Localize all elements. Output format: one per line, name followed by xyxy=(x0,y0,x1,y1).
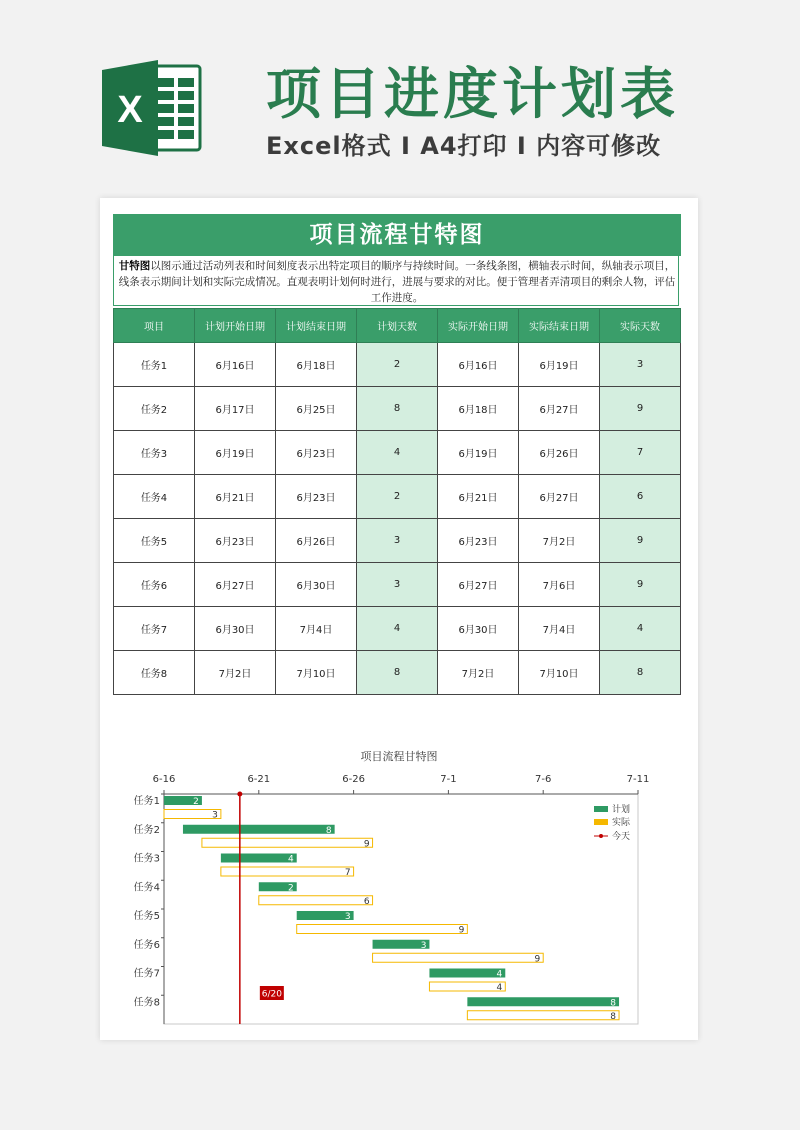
col-header: 实际开始日期 xyxy=(438,309,519,343)
cell-act-start: 6月27日 xyxy=(438,563,519,607)
page-subtitle: Excel格式 I A4打印 I 内容可修改 xyxy=(266,132,662,160)
col-header: 计划开始日期 xyxy=(195,309,276,343)
cell-name: 任务7 xyxy=(114,607,195,651)
cell-plan-end: 6月18日 xyxy=(276,343,357,387)
x-tick-label: 7-1 xyxy=(440,774,457,785)
x-tick-label: 7-6 xyxy=(535,774,552,785)
cell-name: 任务3 xyxy=(114,431,195,475)
col-header: 计划天数 xyxy=(357,309,438,343)
cell-name: 任务5 xyxy=(114,519,195,563)
col-header: 项目 xyxy=(114,309,195,343)
plan-bar-label: 3 xyxy=(420,940,427,951)
actual-bar xyxy=(429,982,505,991)
actual-bar xyxy=(467,1011,619,1020)
y-category-label: 任务8 xyxy=(133,997,160,1009)
cell-act-start: 6月30日 xyxy=(438,607,519,651)
plan-bar-label: 8 xyxy=(325,825,332,836)
legend-plan-label: 计划 xyxy=(612,805,631,815)
plan-bar-label: 8 xyxy=(610,998,617,1009)
cell-name: 任务1 xyxy=(114,343,195,387)
cell-plan-days: 2 xyxy=(357,343,438,387)
cell-plan-start: 6月21日 xyxy=(195,475,276,519)
cell-act-start: 7月2日 xyxy=(438,651,519,695)
cell-act-start: 6月18日 xyxy=(438,387,519,431)
today-label: 6/20 xyxy=(261,989,282,1000)
cell-plan-end: 6月26日 xyxy=(276,519,357,563)
cell-plan-end: 7月4日 xyxy=(276,607,357,651)
table-row xyxy=(114,431,681,475)
cell-act-end: 6月27日 xyxy=(519,387,600,431)
actual-bar xyxy=(259,896,373,905)
plan-bar-label: 2 xyxy=(287,883,294,894)
x-tick-label: 6-16 xyxy=(152,774,176,785)
y-category-label: 任务7 xyxy=(133,968,160,980)
cell-plan-start: 6月27日 xyxy=(195,563,276,607)
cell-act-start: 6月21日 xyxy=(438,475,519,519)
cell-plan-end: 6月30日 xyxy=(276,563,357,607)
actual-bar-label: 8 xyxy=(610,1011,617,1022)
chart-title: 项目流程甘特图 xyxy=(360,750,438,763)
cell-plan-start: 6月17日 xyxy=(195,387,276,431)
table-row xyxy=(114,475,681,519)
y-category-label: 任务2 xyxy=(133,824,160,836)
cell-act-days: 9 xyxy=(600,387,681,431)
cell-plan-start: 6月19日 xyxy=(195,431,276,475)
cell-act-days: 7 xyxy=(600,431,681,475)
cell-name: 任务4 xyxy=(114,475,195,519)
cell-plan-days: 4 xyxy=(357,431,438,475)
cell-act-start: 6月19日 xyxy=(438,431,519,475)
cell-act-days: 4 xyxy=(600,607,681,651)
y-category-label: 任务1 xyxy=(133,796,160,807)
table-row xyxy=(114,563,681,607)
cell-act-end: 7月2日 xyxy=(519,519,600,563)
actual-bar-label: 9 xyxy=(458,925,465,936)
actual-bar xyxy=(297,925,468,934)
cell-act-days: 6 xyxy=(600,475,681,519)
cell-name: 任务2 xyxy=(114,387,195,431)
cell-act-end: 6月27日 xyxy=(519,475,600,519)
plan-bar-label: 3 xyxy=(344,912,351,922)
col-header: 实际天数 xyxy=(600,309,681,343)
cell-plan-days: 3 xyxy=(357,519,438,563)
table-row xyxy=(114,651,681,695)
table-row xyxy=(114,519,681,563)
cell-name: 任务6 xyxy=(114,563,195,607)
today-marker xyxy=(237,792,242,797)
cell-name: 任务8 xyxy=(114,651,195,695)
cell-plan-start: 7月2日 xyxy=(195,651,276,695)
cell-act-end: 7月6日 xyxy=(519,563,600,607)
legend-today-marker xyxy=(599,834,603,838)
cell-plan-start: 6月23日 xyxy=(195,519,276,563)
cell-act-days: 9 xyxy=(600,519,681,563)
col-header: 计划结束日期 xyxy=(276,309,357,343)
cell-act-days: 3 xyxy=(600,343,681,387)
cell-plan-days: 4 xyxy=(357,607,438,651)
page-title: 项目进度计划表 xyxy=(266,62,680,126)
cell-act-days: 8 xyxy=(600,651,681,695)
x-tick-label: 7-11 xyxy=(626,774,650,785)
excel-logo-icon xyxy=(100,58,204,158)
x-tick-label: 6-26 xyxy=(342,774,365,785)
cell-plan-end: 6月23日 xyxy=(276,431,357,475)
cell-plan-days: 8 xyxy=(357,387,438,431)
cell-plan-end: 6月23日 xyxy=(276,475,357,519)
gantt-chart xyxy=(100,740,698,1040)
actual-bar xyxy=(202,838,373,850)
actual-bar xyxy=(373,953,544,965)
table-body xyxy=(114,343,681,695)
table-row xyxy=(114,387,681,431)
legend-today-label: 今天 xyxy=(612,832,631,842)
cell-plan-start: 6月30日 xyxy=(195,607,276,651)
plan-bar xyxy=(429,969,505,978)
actual-bar-label: 6 xyxy=(363,896,370,907)
cell-act-start: 6月23日 xyxy=(438,519,519,563)
actual-bar-label: 7 xyxy=(344,868,351,878)
logo-letter: X xyxy=(117,89,143,131)
actual-bar xyxy=(221,867,354,876)
y-category-label: 任务6 xyxy=(133,939,160,951)
cell-act-end: 7月10日 xyxy=(519,651,600,695)
legend-plan-swatch xyxy=(594,806,608,812)
description-text: 以图示通过活动列表和时间刻度表示出特定项目的顺序与持续时间。一条线条图，横轴表示时间，纵轴表示项目，线条表示期间计划和实际完成情况。直观表明计划何时进行，进展与要求的对比。便于管理者弄清项目的剩余人物，评估工作进度。 xyxy=(118,260,676,304)
x-tick-label: 6-21 xyxy=(247,774,271,785)
plan-bar xyxy=(221,854,297,863)
table-row xyxy=(114,343,681,387)
col-header: 实际结束日期 xyxy=(519,309,600,343)
cell-plan-end: 6月25日 xyxy=(276,387,357,431)
table-row xyxy=(114,607,681,651)
actual-bar-label: 4 xyxy=(496,983,503,993)
plan-bar-label: 4 xyxy=(496,969,503,980)
cell-act-end: 6月26日 xyxy=(519,431,600,475)
y-category-label: 任务5 xyxy=(133,911,160,922)
actual-bar-label: 9 xyxy=(534,954,541,965)
cell-act-end: 6月19日 xyxy=(519,343,600,387)
legend-actual-swatch xyxy=(594,819,608,825)
cell-plan-days: 2 xyxy=(357,475,438,519)
cell-act-days: 9 xyxy=(600,563,681,607)
cell-act-end: 7月4日 xyxy=(519,607,600,651)
cell-plan-days: 3 xyxy=(357,563,438,607)
page-header xyxy=(0,0,800,190)
description-term: 甘特图 xyxy=(118,260,151,272)
description xyxy=(113,256,679,306)
y-category-label: 任务4 xyxy=(133,882,160,894)
cell-plan-end: 7月10日 xyxy=(276,651,357,695)
plan-bar xyxy=(183,825,335,834)
legend-actual-label: 实际 xyxy=(612,818,631,828)
cell-act-start: 6月16日 xyxy=(438,343,519,387)
plan-bar xyxy=(467,997,619,1009)
cell-plan-start: 6月16日 xyxy=(195,343,276,387)
actual-bar-label: 3 xyxy=(212,810,218,821)
task-table xyxy=(113,308,681,695)
cell-plan-days: 8 xyxy=(357,651,438,695)
table-header-row xyxy=(114,309,681,343)
sheet-title: 项目流程甘特图 xyxy=(113,214,681,256)
actual-bar-label: 9 xyxy=(363,839,370,850)
y-category-label: 任务3 xyxy=(133,853,160,865)
plan-bar-label: 2 xyxy=(193,797,199,807)
plan-bar-label: 4 xyxy=(287,854,294,865)
